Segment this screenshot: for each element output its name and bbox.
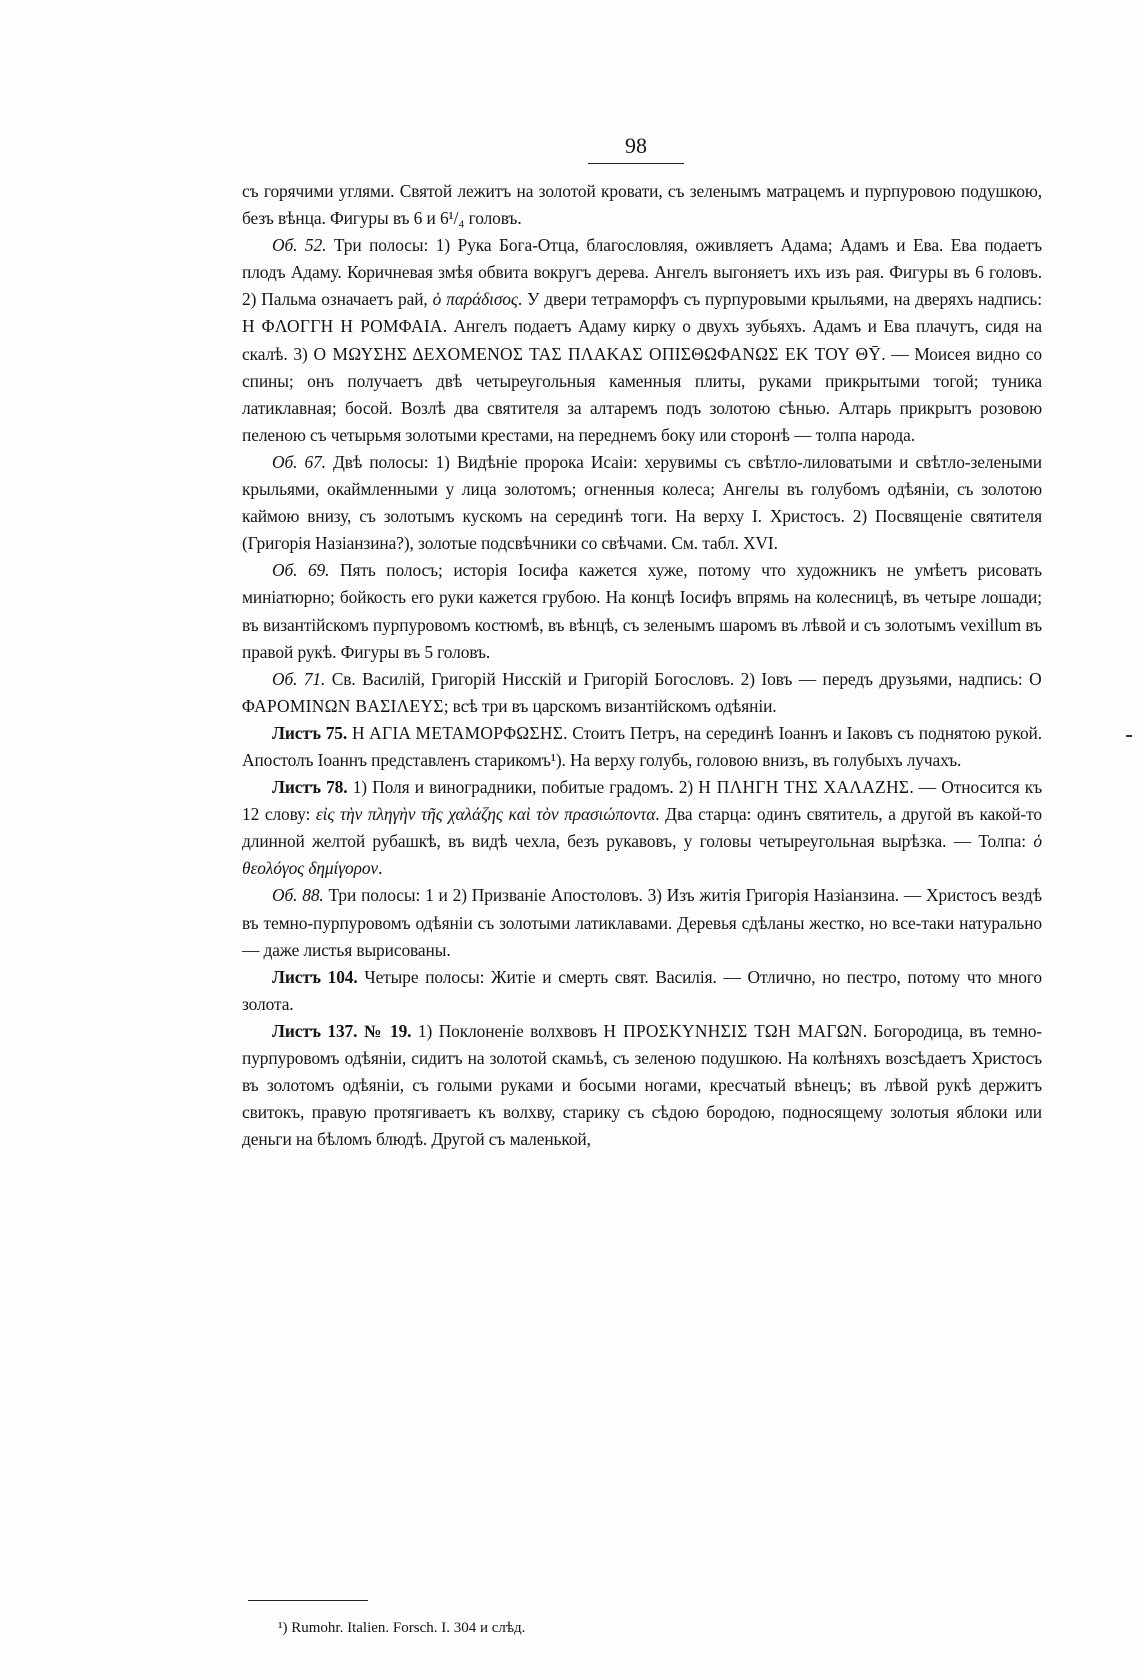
body-text xyxy=(242,178,1042,1153)
paragraph xyxy=(242,964,1042,1018)
folio-reference: Об. 71. xyxy=(272,668,326,689)
paragraph xyxy=(242,882,1042,963)
paragraph xyxy=(242,720,1042,774)
text-run: съ горячими углями. Святой лежитъ на золотой кровати, съ зеленымъ матрацемъ и пурпуровою подушкою, безъ вѣнца. Фигуры въ 6 и 6¹/₄ головъ. xyxy=(242,181,1042,229)
paragraph xyxy=(242,774,1042,882)
text-run: . — Относится къ 12 слову: xyxy=(242,777,1042,825)
text-run: 1) Поля и виноградники, побитые градомъ. 2) xyxy=(347,777,699,798)
text-run: . Богородица, въ темно-пурпуровомъ одѣяніи, сидитъ на золотой скамьѣ, съ зеленою подушкою. На колѣняхъ возсѣдаетъ Христосъ въ золотомъ одѣяніи, съ голыми руками и босыми ногами, кресчатый вѣнецъ; въ лѣвой рукѣ держитъ свитокъ, правую протягиваетъ къ волхву, старику съ сѣдою бородою, подносящему золотыя яблоки или деньги на бѣломъ блюдѣ. Другой съ маленькой, xyxy=(242,1020,1042,1150)
greek-inscription: ὁ θεολόγος δημίγορον xyxy=(242,831,1042,879)
folio-reference: Об. 67. xyxy=(272,451,326,472)
leaf-label: Листъ 75. xyxy=(272,722,348,743)
margin-mark xyxy=(1126,735,1132,737)
leaf-label: Листъ 78. xyxy=(272,777,348,798)
text-run: . У двери тетраморфъ съ пурпуровыми крыльями, на двеpяхъ надпись: xyxy=(517,289,1042,310)
folio-reference: Об. 88. xyxy=(272,885,324,906)
paragraph xyxy=(242,557,1042,665)
paragraph xyxy=(242,666,1042,720)
leaf-label: Листъ 104. xyxy=(272,966,358,987)
text-run: Св. Василій, Григорій Нисскій и Григорій Богословъ. 2) Іовъ — передъ друзьями, надпись: xyxy=(325,668,1030,689)
folio-reference: Об. 69. xyxy=(272,560,330,581)
footnote-rule xyxy=(248,1600,368,1601)
text-run: . — Моисея видно со спины; онъ получаетъ двѣ четыреугольныя каменныя плиты, руками прикрытыми тогой; туника латиклавная; босой. Возлѣ два святителя за алтаремъ подъ золотою сѣнью. Алтарь прикрытъ розовою пеленою съ четырьмя золотыми крестами, на переднемъ боку или сторонѣ — толпа народа. xyxy=(242,343,1042,445)
text-run: . Ангелъ подаетъ Адаму кирку о двухъ зубьяхъ. Адамъ и Ева плачутъ, сидя на скалѣ. 3) xyxy=(242,316,1042,364)
greek-inscription: Η ΠΡΟΣΚΥΝΗΣΙΣ ΤΩΗ ΜΑΓΩΝ xyxy=(603,1020,863,1041)
greek-inscription: Ο ΦΑΡΟΜΙΝΩΝ ΒΑΣΙΛΕΥΣ xyxy=(242,668,1042,716)
text-run: Три полосы: 1 и 2) Призваніе Апостоловъ. 3) Изъ житія Григорія Назіанзина. — Христосъ вездѣ въ темно-пурпуровомъ одѣяніи съ золотыми латиклавами. Деревья сдѣланы жестко, но все-таки натурально — даже листья вырисованы. xyxy=(242,885,1042,960)
folio-reference: Об. 52. xyxy=(272,235,327,256)
text-run: Двѣ полосы: 1) Видѣніе пророка Исаіи: херувимы съ свѣтло-лиловатыми и свѣтло-зелеными крыльями, окаймленными у лица золотомъ; огненныя колеса; Ангелы въ голубомъ одѣяніи, съ золотою каймою внизу, съ золотымъ кускомъ на серединѣ тоги. На верху І. Христосъ. 2) Посвященіе святителя (Григорія Назіанзина?), золотые подсвѣчники со свѣчами. См. табл. XVI. xyxy=(242,451,1042,554)
text-run: . Стоитъ Петръ, на серединѣ Іоаннъ и Іаковъ съ поднятою рукой. Апостолъ Іоаннъ представленъ старикомъ¹). На верху голубь, головою внизъ, въ голубыхъ лучахъ. xyxy=(242,722,1042,770)
greek-inscription: Η ΑΓΙΑ ΜΕΤΑΜΟΡΦΩΣΗΣ xyxy=(352,722,564,743)
paragraph xyxy=(242,178,1042,232)
text-run: Три полосы: 1) Рука Бога-Отца, благословляя, оживляетъ Адама; Адамъ и Ева. Ева подаетъ плодъ Адаму. Коричневая змѣя обвита вокругъ дерева. Ангелъ выгоняетъ ихъ изъ рая. Фигуры въ 6 головъ. 2) Пальма означаетъ рай, xyxy=(242,235,1043,310)
paragraph xyxy=(242,232,1042,449)
greek-inscription: Ο ΜΩΥΣΗΣ ΔΕΧΟΜΕΝΟΣ ΤΑΣ ΠΛΑΚΑΣ ΟΠΙΣΘΩΦΑΝΩΣ ΕΚ ΤΟΥ ΘῩ xyxy=(313,343,882,364)
text-run: 1) Поклоненіе волхвовъ xyxy=(411,1020,604,1041)
greek-inscription: ὁ παράδισος xyxy=(432,289,518,310)
greek-inscription: Η ΠΛΗΓΗ ΤΗΣ ΧΑΛΑΖΗΣ xyxy=(698,777,910,798)
leaf-label: Листъ 137. № 19. xyxy=(272,1020,412,1041)
text-run: Четыре полосы: Житіе и смерть свят. Василія. — Отлично, но пестро, потому что много золота. xyxy=(242,966,1042,1014)
greek-inscription: Η ΦΛΟΓΓΗ Η ΡΟΜΦΑΙΑ xyxy=(242,316,443,337)
text-run: . Два старца: одинъ святитель, а другой въ какой-то длинной желтой рубашкѣ, въ видѣ чехла, безъ рукавовъ, у головы четыреугольная вырѣзка. — Толпа: xyxy=(242,804,1042,852)
footnote: ¹) Rumohr. Italien. Forsch. I. 304 и слѣд. xyxy=(278,1620,526,1636)
text-run: ; всѣ три въ царскомъ византійскомъ одѣяніи. xyxy=(443,695,777,716)
text-run: Пять полосъ; исторія Іосифа кажется хуже, потому что художникъ не умѣетъ рисовать миніатюрно; бойкость его руки кажется грубою. На концѣ Іосифъ впрямь на колесницѣ, въ четыре лошади; въ византійскомъ пурпуровомъ костюмѣ, въ вѣнцѣ, съ зеленымъ шаромъ въ лѣвой и съ золотымъ vexillum въ правой рукѣ. Фигуры въ 5 головъ. xyxy=(242,560,1042,662)
page-number: 98 xyxy=(588,133,684,164)
paragraph xyxy=(242,449,1042,557)
paragraph xyxy=(242,1018,1042,1153)
text-run: . xyxy=(378,858,383,879)
greek-inscription: εἰς τὴν πληγὴν τῆς χαλάζης καὶ τὸν πρασιώποντα xyxy=(315,804,656,825)
